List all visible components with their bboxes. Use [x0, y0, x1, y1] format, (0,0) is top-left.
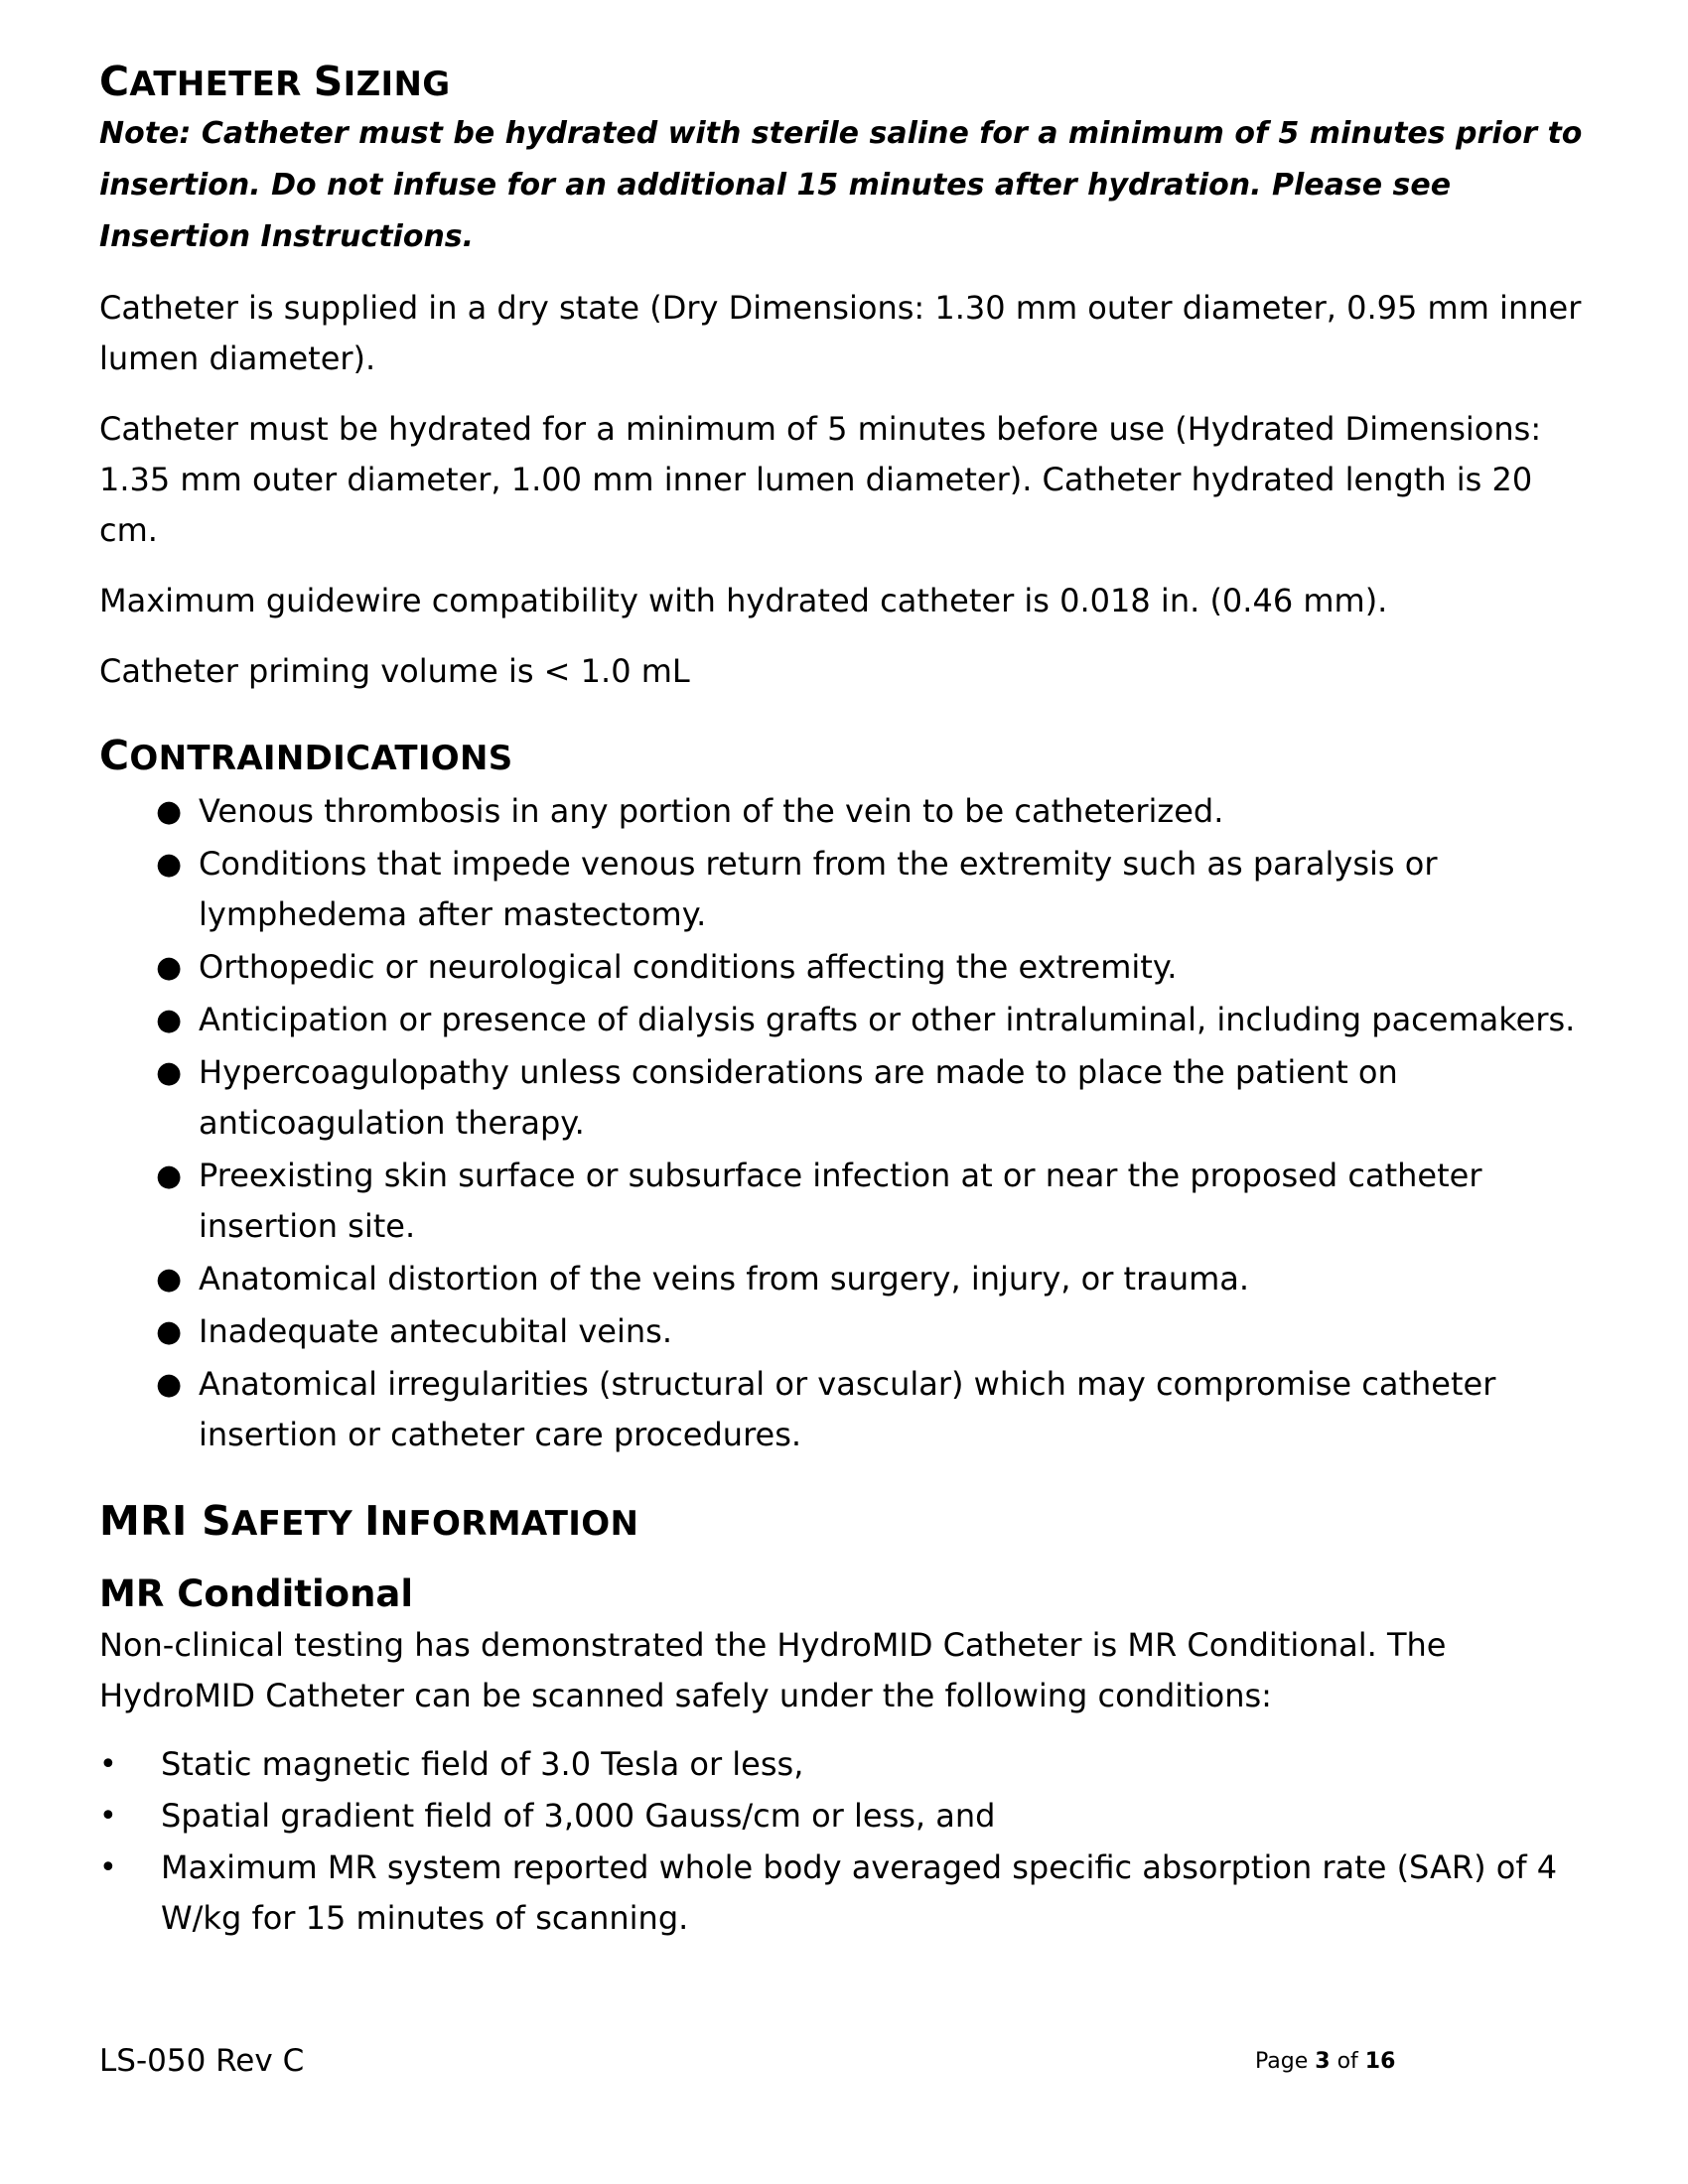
bullet-icon: ● [156, 1262, 183, 1297]
list-item: ● Anticipation or presence of dialysis grafts or other intraluminal, including pacemakers. [99, 995, 1599, 1045]
list-item: • Static magnetic field of 3.0 Tesla or less, [99, 1739, 1599, 1790]
mr-conditional-subheading: MR Conditional [99, 1571, 414, 1615]
mri-conditions-list [99, 1739, 1599, 1944]
dry-dimensions-paragraph: Catheter is supplied in a dry state (Dry Dimensions: 1.30 mm outer diameter, 0.95 mm inner lumen diameter). [99, 289, 1582, 378]
list-item: ● Venous thrombosis in any portion of the vein to be catheterized. [99, 786, 1599, 837]
bullet-icon: ● [156, 1367, 183, 1403]
list-item: ● Conditions that impede venous return from the extremity such as paralysis or lymphedema after mastectomy. [99, 839, 1599, 940]
page-number: Page 3 of 16 [1255, 2049, 1396, 2074]
hydration-note: Note: Catheter must be hydrated with sterile saline for a minimum of 5 minutes prior to insertion. Do not infuse for an additional 15 minutes after hydration. Please see Insertion Instructions. [99, 116, 1583, 255]
bullet-icon: ● [156, 847, 183, 883]
guidewire-paragraph: Maximum guidewire compatibility with hydrated catheter is 0.018 in. (0.46 mm). [99, 582, 1388, 620]
bullet-icon: ● [156, 950, 183, 986]
list-item: ● Inadequate antecubital veins. [99, 1306, 1599, 1357]
bullet-icon: • [99, 1746, 117, 1782]
bullet-icon: ● [156, 1055, 183, 1091]
hydrated-dimensions-paragraph: Catheter must be hydrated for a minimum of 5 minutes before use (Hydrated Dimensions: 1.35 mm outer diameter, 1.00 mm inner lumen diameter). Catheter hydrated length is 20 cm. [99, 410, 1542, 550]
list-item: ● Anatomical irregularities (structural or vascular) which may compromise catheter insertion or catheter care procedures. [99, 1359, 1599, 1460]
bullet-icon: • [99, 1849, 117, 1885]
priming-volume-paragraph: Catheter priming volume is < 1.0 mL [99, 652, 690, 691]
bullet-icon: ● [156, 1314, 183, 1350]
list-item: ● Hypercoagulopathy unless considerations are made to place the patient on anticoagulation therapy. [99, 1047, 1599, 1149]
bullet-icon: • [99, 1798, 117, 1834]
list-item: • Spatial gradient field of 3,000 Gauss/cm or less, and [99, 1791, 1599, 1842]
page-content [99, 58, 1599, 1945]
list-item: ● Anatomical distortion of the veins from surgery, injury, or trauma. [99, 1254, 1599, 1304]
mr-conditional-intro: Non-clinical testing has demonstrated the HydroMID Catheter is MR Conditional. The HydroMID Catheter can be scanned safely under the following conditions: [99, 1625, 1447, 1714]
mri-safety-heading: MRI SAFETY INFORMATION [99, 1497, 639, 1546]
bullet-icon: ● [156, 1159, 183, 1194]
bullet-icon: ● [156, 1003, 183, 1038]
document-id: LS-050 Rev C [99, 2043, 305, 2079]
contraindications-heading: CONTRAINDICATIONS [99, 732, 513, 780]
list-item: • Maximum MR system reported whole body averaged specific absorption rate (SAR) of 4 W/kg for 15 minutes of scanning. [99, 1843, 1599, 1944]
contraindications-list [99, 786, 1599, 1460]
bullet-icon: ● [156, 794, 183, 830]
catheter-sizing-heading: CATHETER SIZING [99, 58, 451, 105]
list-item: ● Orthopedic or neurological conditions affecting the extremity. [99, 942, 1599, 993]
list-item: ● Preexisting skin surface or subsurface infection at or near the proposed catheter insertion site. [99, 1151, 1599, 1252]
